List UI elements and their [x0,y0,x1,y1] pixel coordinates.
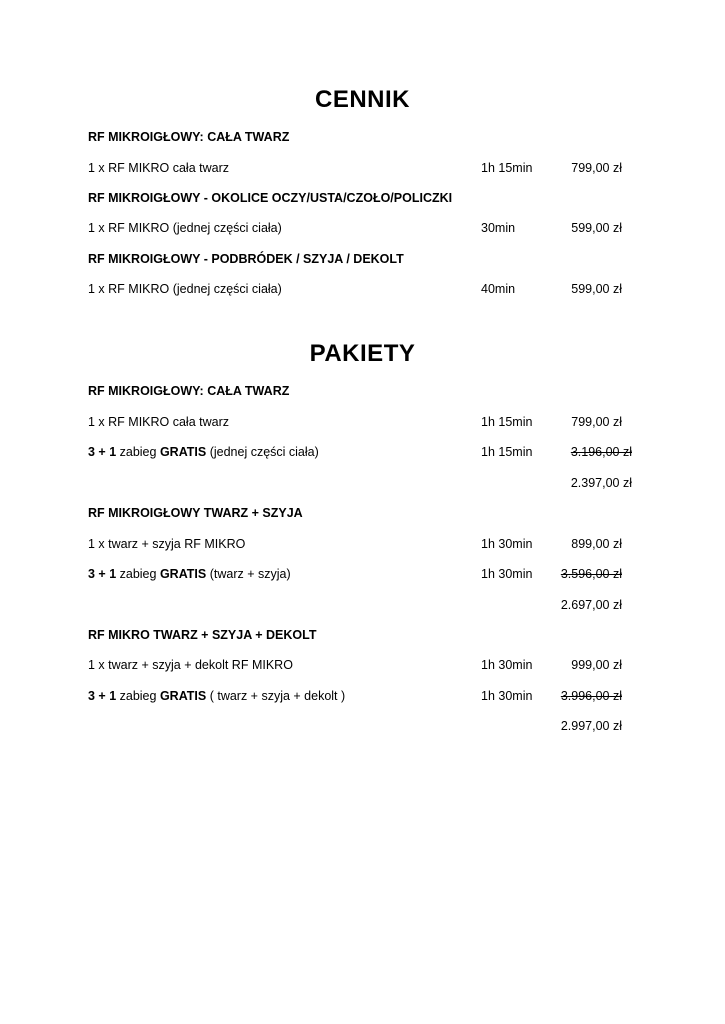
old-price-strike: 3.596,00 zł [560,567,622,581]
cennik-sec3-item: 1 x RF MIKRO (jednej części ciała) [88,282,282,296]
pakiety-pk2-old-price [512,567,622,581]
promo-word: zabieg [116,689,160,703]
promo-scope: (twarz + szyja) [206,567,291,581]
pakiety-pk3-heading: RF MIKRO TWARZ + SZYJA + DEKOLT [88,628,317,642]
pakiety-pk2-heading: RF MIKROIGŁOWY TWARZ + SZYJA [88,506,303,520]
pakiety-pk1-duration: 1h 15min [481,415,533,429]
pakiety-pk1-promo-duration: 1h 15min [481,445,533,459]
cennik-sec2-heading: RF MIKROIGŁOWY - OKOLICE OCZY/USTA/CZOŁO/POLICZKI [88,191,453,205]
pakiety-title: PAKIETY [309,340,416,367]
pakiety-pk1-new-price: 2.397,00 zł [570,476,632,490]
cennik-sec2-price: 599,00 zł [571,221,622,235]
pakiety-pk1-promo [88,445,319,459]
cennik-sec3-price: 599,00 zł [571,282,622,296]
promo-gratis: GRATIS [159,567,207,581]
promo-scope: ( twarz + szyja + dekolt ) [206,689,346,703]
pakiety-pk3-new-price: 2.997,00 zł [560,719,622,733]
promo-gratis: GRATIS [159,689,207,703]
promo-gratis: GRATIS [159,445,207,459]
promo-count: 3 + 1 [88,445,117,459]
pakiety-pk2-item: 1 x twarz + szyja RF MIKRO [88,537,246,551]
cennik-title: CENNIK [314,86,410,113]
cennik-sec1-heading: RF MIKROIGŁOWY: CAŁA TWARZ [88,130,290,144]
pakiety-pk1-price: 799,00 zł [571,415,622,429]
cennik-sec1-duration: 1h 15min [481,161,533,175]
promo-count: 3 + 1 [88,689,117,703]
cennik-sec1-price: 799,00 zł [571,161,622,175]
pakiety-pk2-new-price: 2.697,00 zł [560,598,622,612]
promo-scope: (jednej części ciała) [206,445,319,459]
old-price-strike: 3.996,00 zł [560,689,622,703]
pakiety-pk1-old-price [522,445,632,459]
pakiety-pk3-promo [88,689,345,703]
cennik-sec3-duration: 40min [481,282,516,296]
promo-word: zabieg [116,445,160,459]
cennik-sec2-item: 1 x RF MIKRO (jednej części ciała) [88,221,282,235]
cennik-sec3-heading: RF MIKROIGŁOWY - PODBRÓDEK / SZYJA / DEKOLT [88,252,404,266]
pakiety-pk2-price: 899,00 zł [571,537,622,551]
pakiety-pk1-item: 1 x RF MIKRO cała twarz [88,415,229,429]
pakiety-pk3-item: 1 x twarz + szyja + dekolt RF MIKRO [88,658,293,672]
pakiety-pk3-old-price [512,689,622,703]
cennik-sec2-duration: 30min [481,221,516,235]
cennik-sec1-item: 1 x RF MIKRO cała twarz [88,161,229,175]
promo-word: zabieg [116,567,160,581]
pakiety-pk3-promo-duration: 1h 30min [481,689,533,703]
promo-count: 3 + 1 [88,567,117,581]
pakiety-pk3-duration: 1h 30min [481,658,533,672]
pakiety-pk3-price: 999,00 zł [571,658,622,672]
pakiety-pk2-promo-duration: 1h 30min [481,567,533,581]
pakiety-pk2-duration: 1h 30min [481,537,533,551]
pakiety-pk1-heading: RF MIKROIGŁOWY: CAŁA TWARZ [88,384,290,398]
old-price-strike: 3.196,00 zł [570,445,632,459]
pakiety-pk2-promo [88,567,291,581]
